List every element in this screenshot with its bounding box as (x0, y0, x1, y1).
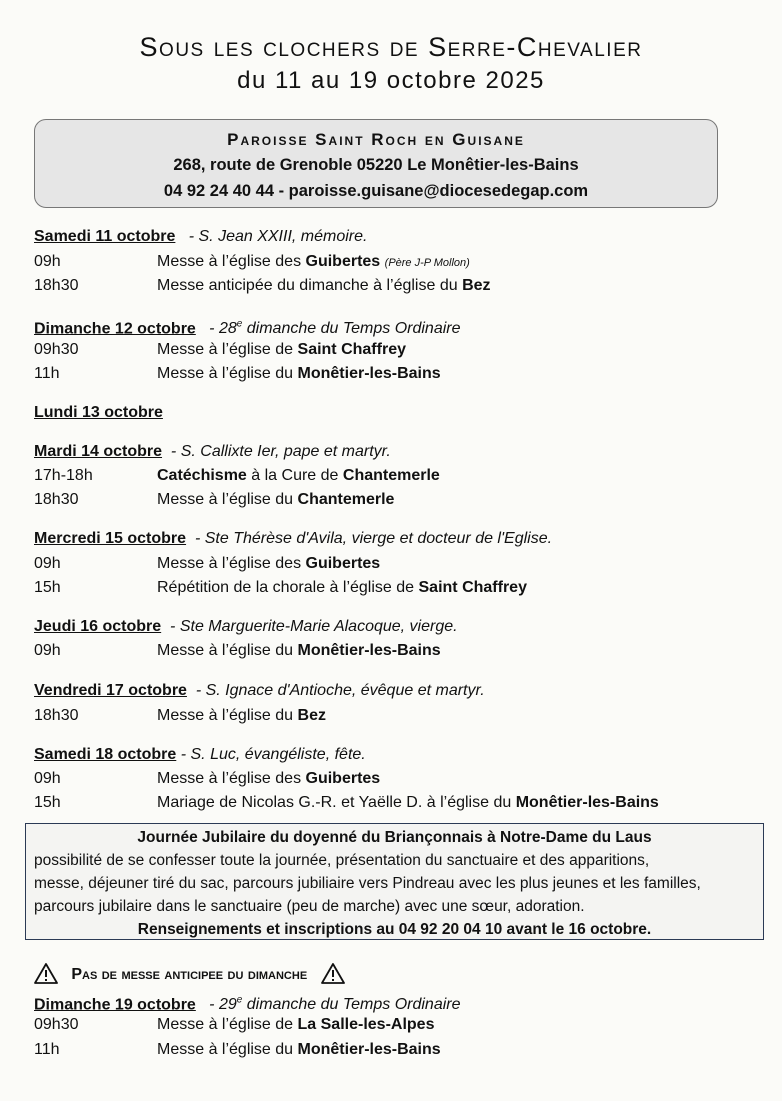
entry-text: Messe anticipée du dimanche à l’église du (157, 277, 463, 294)
entry-time: 11h (34, 1041, 60, 1058)
schedule-row (34, 489, 394, 511)
day-saint-sup: e (236, 319, 243, 330)
entry-place: Bez (297, 707, 326, 724)
day-header (34, 441, 391, 463)
page-dates: du 11 au 19 octobre 2025 (237, 67, 545, 94)
day-saint: - S. Luc, évangéliste, fête. (180, 746, 366, 763)
day-date: Lundi 13 octobre (34, 404, 163, 421)
entry-place: Guibertes (305, 770, 381, 787)
day-saint: - S. Callixte Ier, pape et martyr. (170, 443, 391, 460)
day-date: Samedi 18 octobre (34, 746, 177, 763)
schedule-row (34, 465, 440, 487)
entry-time: 18h30 (34, 491, 79, 508)
day-header (34, 990, 461, 1016)
entry-text: Messe à l’église du (157, 365, 298, 382)
entry-place: Saint Chaffrey (297, 341, 406, 358)
day-saint: - Ste Thérèse d'Avila, vierge et docteur de l'Eglise. (194, 530, 553, 547)
day-date: Mardi 14 octobre (34, 443, 163, 460)
entry-activity: Catéchisme (157, 467, 247, 484)
day-date: Samedi 11 octobre (34, 228, 176, 245)
entry-text: Messe à l’église du (157, 1041, 298, 1058)
entry-place: Saint Chaffrey (418, 579, 527, 596)
schedule-row (34, 768, 380, 790)
entry-text: Messe à l’église du (157, 491, 298, 508)
jubilee-box (25, 823, 764, 940)
entry-text: Messe à l’église de (157, 1016, 298, 1033)
entry-place: La Salle-les-Alpes (297, 1016, 435, 1033)
warning-icon (321, 966, 345, 983)
entry-time: 09h30 (34, 341, 79, 358)
day-header (34, 616, 458, 638)
parish-box (34, 119, 718, 208)
page-title: Sous les clochers de Serre-Chevalier (139, 32, 643, 62)
day-saint: - 28 (209, 320, 237, 338)
schedule-row (34, 792, 659, 814)
day-header (34, 402, 163, 424)
day-saint-rest: dimanche du Temps Ordinaire (242, 320, 461, 338)
entry-place: Guibertes (305, 555, 381, 572)
entry-note: (Père J-P Mollon) (384, 257, 470, 269)
entry-time: 09h30 (34, 1016, 79, 1033)
day-saint-sup: e (236, 995, 243, 1006)
schedule-row (34, 577, 527, 599)
entry-time: 18h30 (34, 707, 79, 724)
schedule-row (34, 1039, 441, 1061)
schedule-row (34, 275, 491, 297)
entry-text: Messe à l’église des (157, 770, 306, 787)
jubilee-info: Renseignements et inscriptions au 04 92 20 04 10 avant le 16 octobre. (137, 921, 652, 938)
entry-place: Chantemerle (342, 467, 440, 484)
entry-time: 09h (34, 770, 61, 787)
schedule-row (34, 251, 470, 274)
parish-contact: 04 92 24 40 44 - paroisse.guisane@diocesedegap.com (163, 182, 589, 200)
schedule-row (34, 553, 380, 575)
warning-text: Pas de messe anticipee du dimanche (71, 966, 308, 983)
day-header (34, 744, 366, 766)
day-header (34, 314, 461, 340)
entry-place: Monêtier-les-Bains (297, 1041, 441, 1058)
entry-text: Messe à l’église des (157, 555, 306, 572)
day-date: Dimanche 12 octobre (34, 320, 196, 338)
entry-text: Messe à l’église de (157, 341, 298, 358)
warning-banner (34, 962, 345, 987)
entry-text: Répétition de la chorale à l’église de (157, 579, 419, 596)
jubilee-line: messe, déjeuner tiré du sac, parcours jubiliaire vers Pindreau avec les plus jeunes et les familles, (34, 875, 701, 892)
entry-time: 15h (34, 579, 61, 596)
day-saint: - S. Ignace d'Antioche, évêque et martyr. (195, 682, 485, 699)
entry-text: Messe à l’église du (157, 642, 298, 659)
entry-place: Chantemerle (297, 491, 395, 508)
schedule-row (34, 705, 326, 727)
entry-text: à la Cure de (246, 467, 343, 484)
entry-time: 09h (34, 642, 61, 659)
entry-text: Mariage de Nicolas G.-R. et Yaëlle D. à l’église du (157, 794, 516, 811)
entry-time: 09h (34, 253, 61, 270)
parish-address: 268, route de Grenoble 05220 Le Monêtier-les-Bains (173, 156, 579, 174)
day-date: Mercredi 15 octobre (34, 530, 187, 547)
parish-name: Paroisse Saint Roch en Guisane (227, 130, 525, 149)
entry-time: 11h (34, 365, 60, 382)
day-saint-rest: dimanche du Temps Ordinaire (242, 996, 461, 1014)
schedule-row (34, 363, 441, 385)
entry-time: 15h (34, 794, 61, 811)
day-date: Dimanche 19 octobre (34, 996, 196, 1014)
day-header (34, 680, 485, 702)
day-header (34, 528, 552, 550)
schedule-row (34, 1014, 434, 1036)
entry-time: 17h-18h (34, 467, 93, 484)
jubilee-line: parcours jubilaire dans le sanctuaire (peu de marche) avec une sœur, adoration. (34, 898, 585, 915)
jubilee-title: Journée Jubilaire du doyenné du Briançonnais à Notre-Dame du Laus (137, 829, 652, 846)
schedule-row (34, 640, 441, 662)
entry-place: Monêtier-les-Bains (297, 642, 441, 659)
entry-time: 18h30 (34, 277, 79, 294)
entry-place: Monêtier-les-Bains (515, 794, 659, 811)
day-saint: - Ste Marguerite-Marie Alacoque, vierge. (170, 618, 458, 635)
day-header (34, 226, 367, 248)
day-date: Vendredi 17 octobre (34, 682, 187, 699)
warning-icon (34, 966, 58, 983)
day-saint: - 29 (209, 996, 237, 1014)
entry-text: Messe à l’église du (157, 707, 298, 724)
entry-place: Monêtier-les-Bains (297, 365, 441, 382)
entry-place: Guibertes (305, 253, 381, 270)
day-saint: - S. Jean XXIII, mémoire. (188, 228, 368, 245)
entry-time: 09h (34, 555, 61, 572)
entry-text: Messe à l’église des (157, 253, 306, 270)
jubilee-line: possibilité de se confesser toute la journée, présentation du sanctuaire et des apparitions, (34, 852, 650, 869)
day-date: Jeudi 16 octobre (34, 618, 162, 635)
entry-place: Bez (462, 277, 491, 294)
schedule-row (34, 339, 406, 361)
